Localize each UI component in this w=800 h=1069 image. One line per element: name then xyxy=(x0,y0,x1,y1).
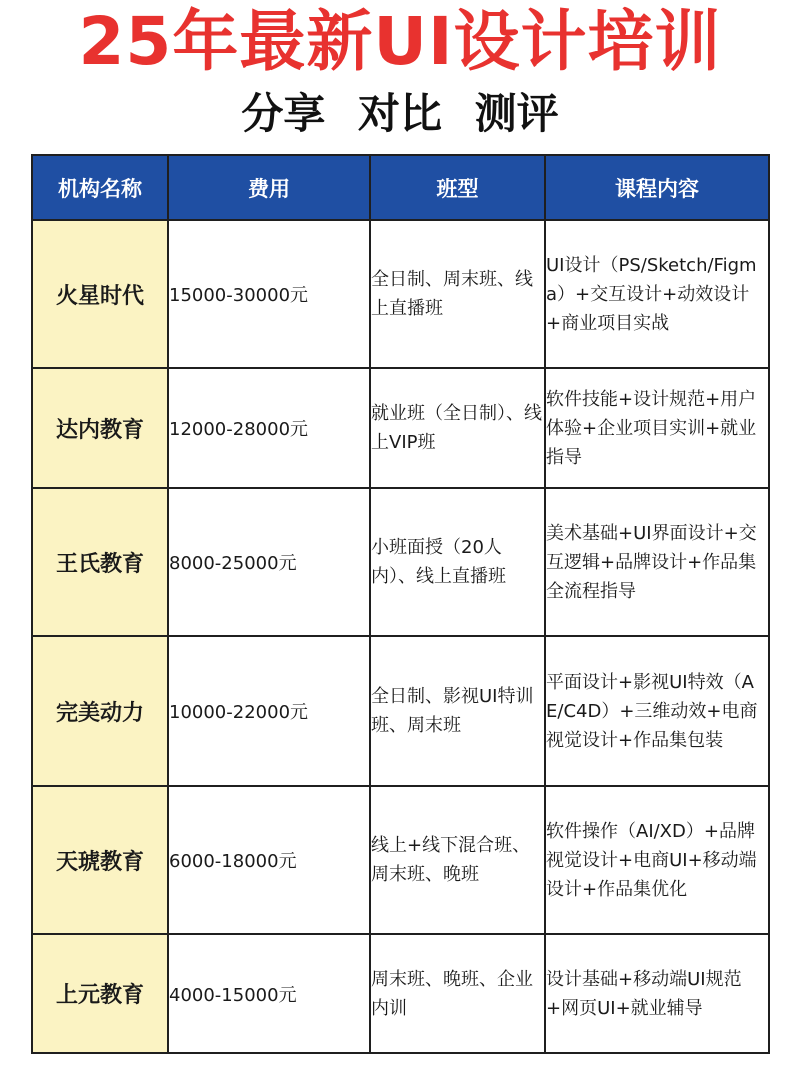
institution-name: 达内教育 xyxy=(32,368,168,488)
fee-cell: 8000-25000元 xyxy=(168,488,370,636)
institution-name: 王氏教育 xyxy=(32,488,168,636)
course-cell: 软件操作（AI/XD）+品牌视觉设计+电商UI+移动端设计+作品集优化 xyxy=(545,786,769,934)
page-subtitle: 分享 对比 测评 xyxy=(241,89,559,138)
column-header-fee: 费用 xyxy=(168,155,370,220)
fee-cell: 6000-18000元 xyxy=(168,786,370,934)
class-type-cell: 线上+线下混合班、周末班、晚班 xyxy=(370,786,545,934)
table-row xyxy=(32,786,769,934)
institution-name: 完美动力 xyxy=(32,636,168,786)
table-header-row xyxy=(32,155,769,220)
page-title: 25年最新UI设计培训 xyxy=(78,3,722,80)
class-type-cell: 全日制、影视UI特训班、周末班 xyxy=(370,636,545,786)
column-header-name: 机构名称 xyxy=(32,155,168,220)
comparison-table xyxy=(31,154,770,1054)
table-row xyxy=(32,488,769,636)
column-header-class-type: 班型 xyxy=(370,155,545,220)
fee-cell: 10000-22000元 xyxy=(168,636,370,786)
class-type-cell: 小班面授（20人内）、线上直播班 xyxy=(370,488,545,636)
fee-cell: 15000-30000元 xyxy=(168,220,370,368)
course-cell: UI设计（PS/Sketch/Figma）+交互设计+动效设计+商业项目实战 xyxy=(545,220,769,368)
class-type-cell: 周末班、晚班、企业内训 xyxy=(370,934,545,1053)
institution-name: 天琥教育 xyxy=(32,786,168,934)
course-cell: 设计基础+移动端UI规范+网页UI+就业辅导 xyxy=(545,934,769,1053)
table-row xyxy=(32,934,769,1053)
column-header-course: 课程内容 xyxy=(545,155,769,220)
class-type-cell: 就业班（全日制）、线上VIP班 xyxy=(370,368,545,488)
table-row xyxy=(32,368,769,488)
course-cell: 平面设计+影视UI特效（AE/C4D）+三维动效+电商视觉设计+作品集包装 xyxy=(545,636,769,786)
course-cell: 美术基础+UI界面设计+交互逻辑+品牌设计+作品集全流程指导 xyxy=(545,488,769,636)
institution-name: 火星时代 xyxy=(32,220,168,368)
course-cell: 软件技能+设计规范+用户体验+企业项目实训+就业指导 xyxy=(545,368,769,488)
table-row xyxy=(32,636,769,786)
class-type-cell: 全日制、周末班、线上直播班 xyxy=(370,220,545,368)
fee-cell: 12000-28000元 xyxy=(168,368,370,488)
fee-cell: 4000-15000元 xyxy=(168,934,370,1053)
table-row xyxy=(32,220,769,368)
institution-name: 上元教育 xyxy=(32,934,168,1053)
